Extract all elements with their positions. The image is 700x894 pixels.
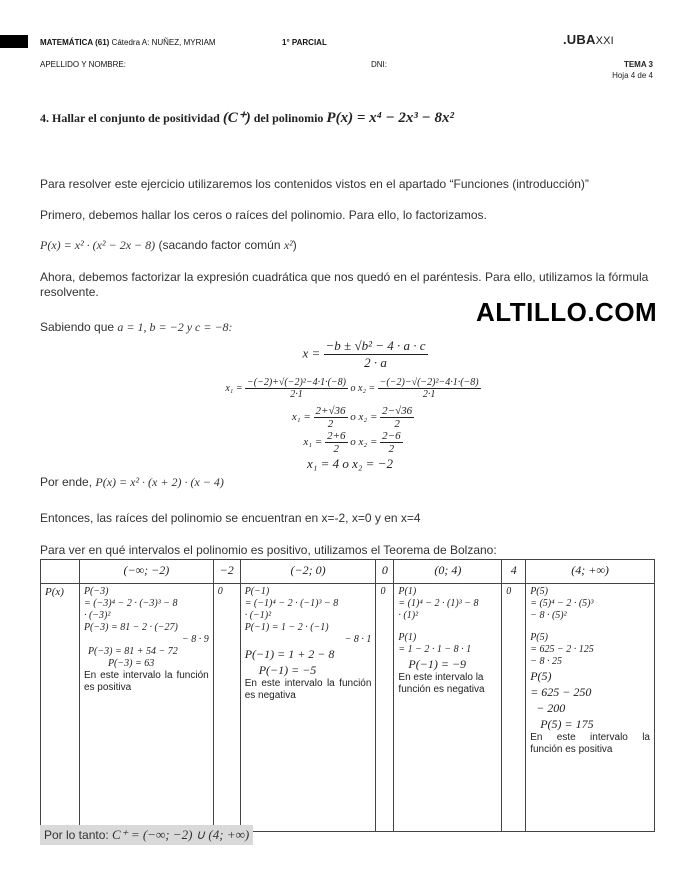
c1-conclusion: En este intervalo la función es positiva <box>83 670 209 693</box>
roots-step-2 <box>248 405 458 430</box>
c1-line-3: · (−3)² <box>83 610 111 621</box>
factored-math: P(x) = x² · (x + 2) · (x − 4) <box>95 475 224 489</box>
c4-line-10: P(5) = 175 <box>540 717 594 731</box>
c4-line-5: = 625 − 2 · 125 <box>530 644 594 655</box>
black-margin-bar <box>0 35 28 48</box>
c1-line-4: P(−3) = 81 − 2 · (−27) <box>83 622 178 633</box>
step1-den2: 2·1 <box>422 389 436 400</box>
c2-line-7: P(−1) = −5 <box>258 663 317 677</box>
paragraph-first-step: Primero, debemos hallar los ceros o raíces del polinomio. Para ello, lo factorizamos. <box>40 208 487 222</box>
step2-den1: 2 <box>327 418 334 430</box>
paragraph-quadratic: Ahora, debemos factorizar la expresión cuadrática que nos quedó en el paréntesis. Para ello, utilizamos la fórmula resolvente. <box>40 270 649 299</box>
c3-line-2: = (1)⁴ − 2 · (1)³ − 8 <box>398 598 479 609</box>
watermark: ALTILLO.COM <box>476 297 658 327</box>
factor-expression: P(x) = x² · (x² − 2x − 8) <box>40 238 156 252</box>
c4-conclusion: En este intervalo la función es positiva <box>530 732 650 755</box>
question-mid: del polinomio <box>253 111 324 125</box>
exam-label: 1° PARCIAL <box>282 38 327 47</box>
course-header <box>40 38 216 47</box>
c2-line-3: · (−1)² <box>244 610 272 621</box>
header-interval-1: (−∞; −2) <box>79 560 213 584</box>
uba-logo-xxi: XXI <box>595 35 614 47</box>
header-point-1: −2 <box>213 560 240 584</box>
zero-2: 0 <box>376 584 394 832</box>
roots-step-3 <box>255 430 451 455</box>
formula-denominator: 2 · a <box>364 355 387 370</box>
c4-line-7: P(5) <box>530 669 552 683</box>
step3-num1: 2+6 <box>327 430 346 442</box>
factor-close: ) <box>292 238 297 252</box>
c2-conclusion: En este intervalo la función es negativa <box>244 678 372 701</box>
header-interval-3: (0; 4) <box>394 560 502 584</box>
uba-logo <box>563 32 614 47</box>
step1-x1: x₁ = <box>225 382 243 394</box>
c3-line-6: P(−1) = −9 <box>408 657 467 671</box>
step3-den1: 2 <box>333 443 340 455</box>
step1-num1: −(−2)+√(−2)²−4·1·(−8) <box>247 377 346 388</box>
name-label: APELLIDO Y NOMBRE: <box>40 60 126 69</box>
dni-label: DNI: <box>371 60 387 69</box>
step3-x1: x₁ = <box>303 436 323 449</box>
c1-line-2: = (−3)⁴ − 2 · (−3)³ − 8 <box>83 598 178 609</box>
header-point-3: 4 <box>502 560 526 584</box>
step2-x2: x₂ = <box>358 411 378 424</box>
uba-logo-text: .UBA <box>563 32 596 47</box>
step2-num1: 2+√36 <box>315 405 346 417</box>
zero-1: 0 <box>213 584 240 832</box>
tema-label: TEMA 3 <box>623 60 653 69</box>
c4-line-3: − 8 · (5)² <box>530 610 567 621</box>
c1-line-6: P(−3) = 81 + 54 − 72 <box>87 646 178 657</box>
c3-conclusion: En este intervalo la función es negativa <box>398 672 485 695</box>
cell-interval-3 <box>394 584 502 832</box>
formula-numerator: −b ± √b² − 4 · a · c <box>325 338 426 353</box>
step2-or: o <box>350 411 356 424</box>
coeff-text: Sabiendo que <box>40 320 118 334</box>
c2-line-1: P(−1) <box>244 586 270 597</box>
step2-den2: 2 <box>394 418 400 430</box>
page-count: Hoja 4 de 4 <box>612 71 653 80</box>
zero-3: 0 <box>502 584 526 832</box>
c3-line-4: P(1) <box>398 632 417 643</box>
step2-num2: 2−√36 <box>382 405 413 417</box>
table-row-px <box>41 584 655 832</box>
step3-den2: 2 <box>388 443 395 455</box>
step3-x2: x₂ = <box>358 436 378 449</box>
step2-x1: x₁ = <box>291 411 311 424</box>
question-text: 4. Hallar el conjunto de positividad <box>40 111 220 125</box>
c3-line-3: · (1)² <box>398 610 419 621</box>
c4-line-4: P(5) <box>530 632 548 643</box>
bolzano-table <box>40 559 655 832</box>
c4-line-8: = 625 − 250 <box>530 685 592 699</box>
question-polynomial: P(x) = x⁴ − 2x³ − 8x² <box>326 110 455 126</box>
step1-or: o <box>350 382 356 394</box>
c1-line-7: P(−3) = 63 <box>107 658 155 669</box>
paragraph-factored <box>40 475 224 490</box>
header-point-2: 0 <box>376 560 394 584</box>
paragraph-bolzano: Para ver en qué intervalos el polinomio es positivo, utilizamos el Teorema de Bolzano: <box>40 543 497 557</box>
step1-num2: −(−2)−√(−2)²−4·1·(−8) <box>379 377 479 388</box>
conclusion-box <box>40 825 253 845</box>
roots-step-1 <box>198 377 508 400</box>
quadratic-formula <box>270 338 460 371</box>
c1-line-5: − 8 · 9 <box>181 634 209 645</box>
row-label: P(x) <box>41 584 80 832</box>
paragraph-roots: Entonces, las raíces del polinomio se encuentran en x=-2, x=0 y en x=4 <box>40 511 421 525</box>
step3-or: o <box>350 436 356 449</box>
paragraph-factor <box>40 238 660 253</box>
conclusion-text: Por lo tanto: <box>44 828 113 842</box>
c4-line-6: − 8 · 25 <box>530 656 562 667</box>
conclusion-math: C⁺ = (−∞; −2) ∪ (4; +∞) <box>112 827 250 842</box>
cell-interval-2 <box>240 584 376 832</box>
c2-line-5: − 8 · 1 <box>344 634 372 645</box>
question-statement <box>40 108 454 127</box>
coeff-math: a = 1, b = −2 y c = −8: <box>117 320 233 334</box>
step1-den1: 2·1 <box>290 389 303 400</box>
header-interval-2: (−2; 0) <box>240 560 376 584</box>
paragraph-intro: Para resolver este ejercicio utilizaremos los contenidos vistos en el apartado “Funciones (introducción)” <box>40 177 589 191</box>
factor-common: x² <box>283 238 293 252</box>
header-interval-4: (4; +∞) <box>526 560 655 584</box>
c4-line-9: − 200 <box>536 701 566 715</box>
c2-line-2: = (−1)⁴ − 2 · (−1)³ − 8 <box>244 598 339 609</box>
factor-note: (sacando factor común <box>155 238 284 252</box>
c2-line-4: P(−1) = 1 − 2 · (−1) <box>244 622 329 633</box>
cell-interval-4 <box>526 584 655 832</box>
c3-line-5: = 1 − 2 · 1 − 8 · 1 <box>398 644 472 655</box>
formula-x: x = <box>302 345 321 361</box>
catedra: Cátedra A: NUÑEZ, MYRIAM <box>111 38 216 47</box>
c4-line-2: = (5)⁴ − 2 · (5)³ <box>530 598 594 609</box>
c3-line-1: P(1) <box>398 586 417 597</box>
paragraph-coefficients <box>40 320 233 335</box>
course-name: MATEMÁTICA (61) <box>40 38 110 47</box>
cell-interval-1 <box>79 584 213 832</box>
roots-result: x₁ = 4 o x₂ = −2 <box>307 456 393 471</box>
header-empty <box>41 560 80 584</box>
question-cplus: (C⁺) <box>222 110 251 126</box>
table-header-row <box>41 560 655 584</box>
step3-num2: 2−6 <box>382 430 401 442</box>
c4-line-1: P(5) <box>530 586 548 597</box>
c1-line-1: P(−3) <box>83 586 109 597</box>
c2-line-6: P(−1) = 1 + 2 − 8 <box>244 647 335 661</box>
step1-x2: x₂ = <box>358 382 376 394</box>
formula-fraction <box>324 338 428 371</box>
factored-text: Por ende, <box>40 475 96 489</box>
